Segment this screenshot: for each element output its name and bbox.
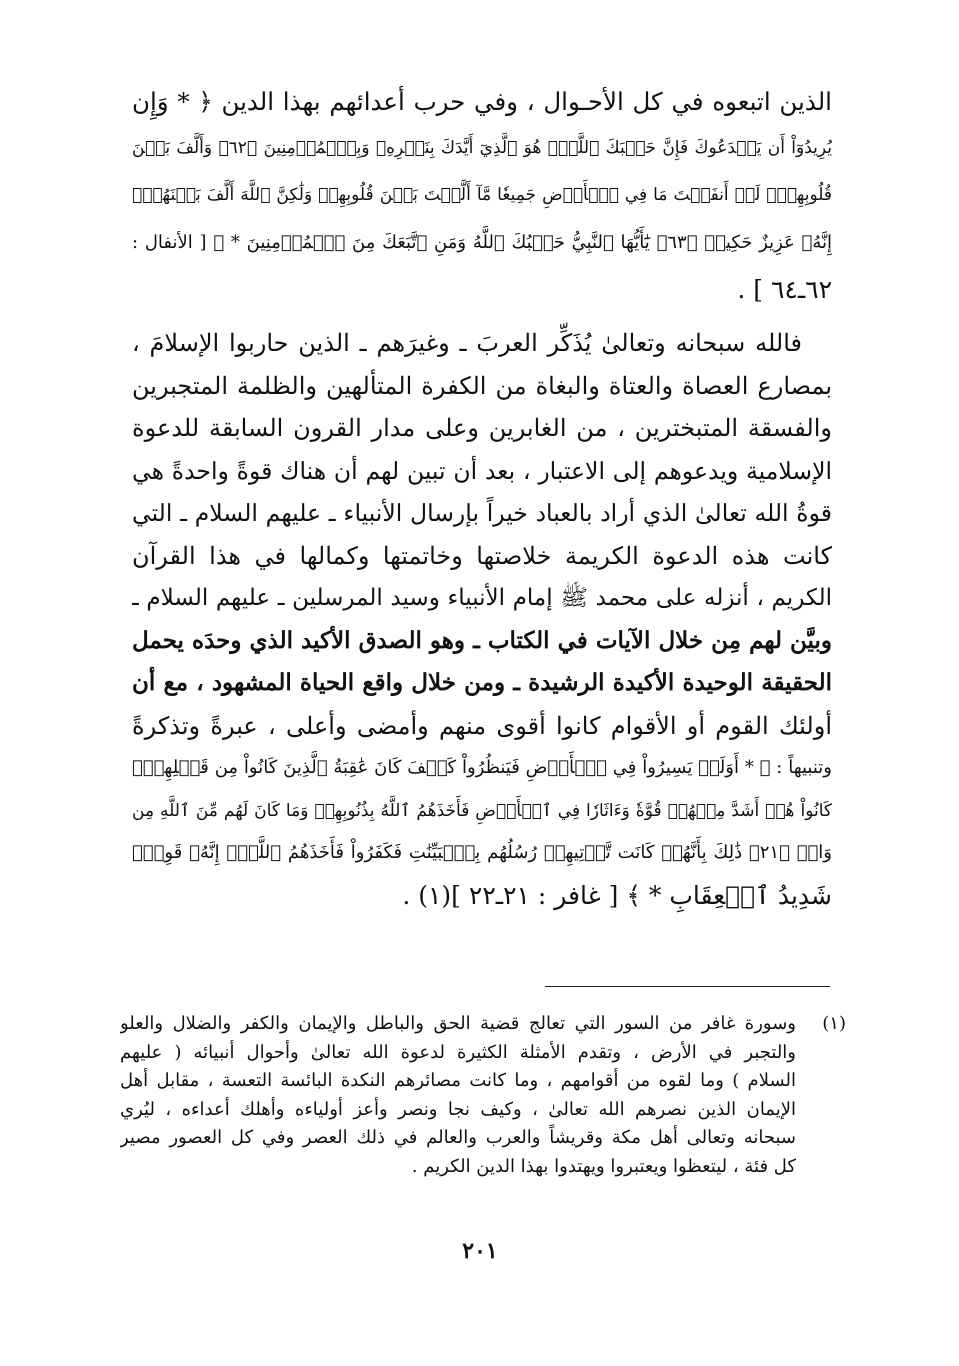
footnote-line: وسورة غافر من السور التي تعالج قضية الحق والباطل والإيمان والكفر والضلال والعلو xyxy=(120,1013,796,1034)
text-line: الكريم ، أنزله على محمد ﷺ إمام الأنبياء وسيد المرسلين ـ عليهم السلام ـ xyxy=(132,585,832,611)
footnote-line: والتجبر في الأرض ، وتقدم الأمثلة الكثيرة لدعوة الله تعالىٰ وأحوال أنبيائه ( عليهم xyxy=(120,1041,796,1063)
body-paragraph xyxy=(132,322,832,917)
text-line: الإسلامية ويدعوهم إلى الاعتبار ، بعد أن تبين لهم أن هناك قوةً واحدةً هي xyxy=(132,456,832,485)
text-line: والفسقة المتبخترين ، من الغابرين وعلى مدار القرون السابقة للدعوة xyxy=(132,414,832,442)
footnote-separator xyxy=(545,986,830,987)
text-line: يُرِيدُوٓاْ أَن يَخۡدَعُوكَ فَإِنَّ حَسۡبَكَ ٱللَّهُۚ هُوَ ٱلَّذِيٓ أَيَّدَكَ بِنَصۡرِهِۦ وَبِٱلۡمُؤۡمِنِينَ ﴿٦٢﴾ وَأَلَّفَ بَيۡنَ xyxy=(132,138,832,158)
footnote-line: الإيمان الذين نصرهم الله تعالىٰ ، وكيف نجا ونصر وأعز أولياءه وأهلك أعداءه ، ليُري xyxy=(120,1098,796,1120)
text-line: شَدِيدُ ٱلۡعِقَابِ * ﴾ [ غافر : ٢١ـ٢٢ ](١) . xyxy=(402,880,832,910)
text-line: كانت هذه الدعوة الكريمة خلاصتها وخاتمتها وكمالها في هذا القرآن xyxy=(132,541,832,570)
page-number: ٢٠١ xyxy=(462,1238,498,1264)
text-line: ٦٢ـ٦٤ ] . xyxy=(737,275,832,304)
footnote-line: السلام ) وما لقوه من أقوامهم ، وما كانت مصائرهم النكدة البائسة التعسة ، مقابل أهل xyxy=(120,1070,796,1091)
text-line-bold: الحقيقة الوحيدة الأكيدة الرشيدة ـ ومن خلال واقع الحياة المشهود ، مع أن xyxy=(132,669,832,696)
text-line-bold: وبيَّن لهم مِن خلال الآيات في الكتاب ـ وهو الصدق الأكيد الذي وحدَه يحمل xyxy=(132,626,832,654)
text-line: وَاقٖ ﴿٢١﴾ ذَٰلِكَ بِأَنَّهُمۡ كَانَت تَّأۡتِيهِمۡ رُسُلُهُم بِٱلۡبَيِّنَٰتِ فَكَفَرُواْ فَأَخَذَهُمُ ٱللَّهُۚ إِنَّهُۥ قَوِيّٞ xyxy=(132,842,832,863)
text-line: فالله سبحانه وتعالىٰ يُذَكِّر العربَ ـ وغيرَهم ـ الذين حاربوا الإسلامَ ، xyxy=(132,329,802,357)
quran-passage-anfal xyxy=(132,78,832,313)
text-line: الذين اتبعوه في كل الأحـوال ، وفي حرب أعدائهم بهذا الدين ﴿ * وَإِن xyxy=(132,87,832,116)
footnote-line: كل فئة ، ليتعظوا ويعتبروا ويهتدوا بهذا الدين الكريم . xyxy=(411,1155,796,1177)
text-line: أولئك القوم أو الأقوام كانوا أقوى منهم وأمضى وأعلى ، عبرةً وتذكرةً xyxy=(132,711,832,740)
text-line: قُلُوبِهِمۡۚ لَوۡ أَنفَقۡتَ مَا فِي ٱلۡأَرۡضِ جَمِيعٗا مَّآ أَلَّفۡتَ بَيۡنَ قُلُوبِهِمۡ وَلَٰكِنَّ ٱللَّهَ أَلَّفَ بَيۡنَهُمۡۚ xyxy=(132,185,832,205)
text-line: قوةُ الله تعالىٰ الذي أراد بالعباد خيراً بإرسال الأنبياء ـ عليهم السلام ـ التي xyxy=(132,499,832,527)
text-line: بمصارع العصاة والعتاة والبغاة من الكفرة المتألهين والظلمة المتجبرين xyxy=(132,371,832,400)
text-line: كَانُواْ هُمۡ أَشَدَّ مِنۡهُمۡ قُوَّةٗ وَءَاثَارٗا فِي ٱلۡأَرۡضِ فَأَخَذَهُمُ ٱللَّهُ بِذُنُوبِهِمۡ وَمَا كَانَ لَهُم مِّنَ ٱللَّهِ مِن xyxy=(132,800,832,821)
footnote-line: سبحانه وتعالى أهل مكة وقريشاً والعرب والعالم في ذلك العصر وفي كل العصور مصير xyxy=(120,1127,796,1148)
text-line: وتنبيهاً : ﴿ * أَوَلَمۡ يَسِيرُواْ فِي ٱلۡأَرۡضِ فَيَنظُرُواْ كَيۡفَ كَانَ عَٰقِبَةُ ٱلَّذِينَ كَانُواْ مِن قَبۡلِهِمۡۚ xyxy=(132,757,832,778)
text-line: إِنَّهُۥ عَزِيزٌ حَكِيمٞ ﴿٦٣﴾ يَٰٓأَيُّهَا ٱلنَّبِيُّ حَسۡبُكَ ٱللَّهُ وَمَنِ ٱتَّبَعَكَ مِنَ ٱلۡمُؤۡمِنِينَ * ﴾ [ الأنفال : xyxy=(132,232,832,253)
footnote xyxy=(120,1010,846,1181)
footnote-number: (١) xyxy=(822,1013,846,1034)
